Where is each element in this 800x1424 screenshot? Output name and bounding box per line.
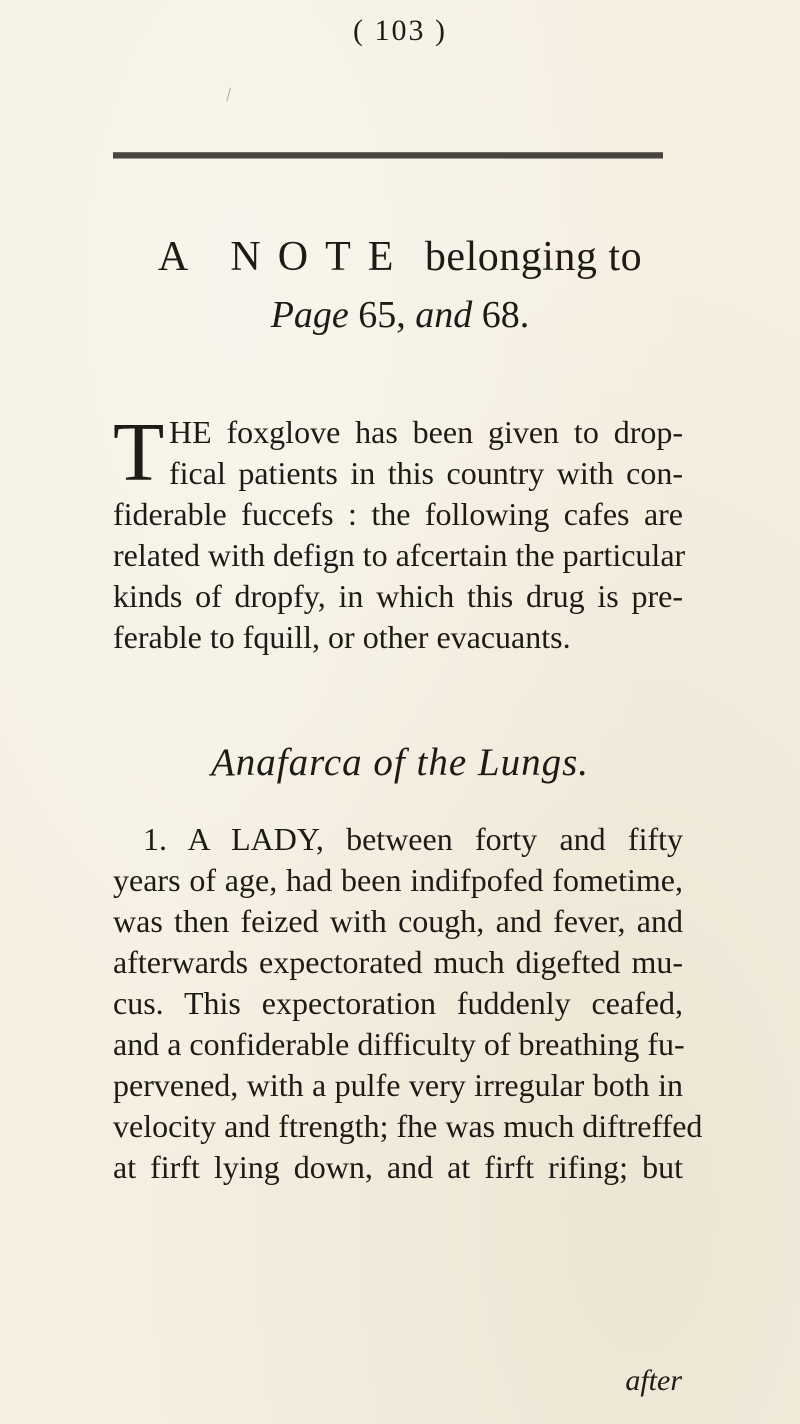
- subheading-second-number: 68.: [481, 294, 530, 336]
- case-line: and a confiderable difficulty of breathing fu-: [113, 1026, 685, 1062]
- subheading-and-word: and: [415, 294, 473, 336]
- case-line: at firft lying down, and at firft rifing; but: [113, 1149, 683, 1185]
- intro-paragraph: [113, 406, 686, 658]
- intro-line: HE foxglove has been given to drop-: [169, 414, 683, 450]
- note-subheading: [0, 293, 800, 337]
- intro-line: kinds of dropfy, in which this drug is pre-: [113, 578, 683, 614]
- case-paragraph: [113, 819, 703, 1188]
- intro-line-last: ferable to fquill, or other evacuants.: [113, 619, 571, 655]
- case-line: was then feized with cough, and fever, and: [113, 903, 683, 939]
- subheading-first-number: 65,: [358, 294, 406, 336]
- subheading-page-word: Page: [270, 294, 349, 336]
- note-heading-caps: A NOTE: [157, 234, 411, 280]
- case-line: pervened, with a pulfe very irregular both in: [113, 1067, 683, 1103]
- catchword: after: [625, 1364, 682, 1397]
- intro-line: fiderable fuccefs : the following cafes are: [113, 496, 683, 532]
- stray-ink-mark: [226, 88, 233, 103]
- intro-line: related with defign to afcertain the particular: [113, 537, 686, 573]
- note-heading: [0, 233, 800, 281]
- case-line: cus. This expectoration fuddenly ceafed,: [113, 985, 683, 1021]
- page-number: ( 103 ): [353, 14, 447, 47]
- note-heading-rest: belonging to: [424, 234, 643, 280]
- case-line: years of age, had been indifpofed fometime,: [113, 862, 683, 898]
- intro-line: fical patients in this country with con-: [169, 455, 683, 491]
- case-line: velocity and ftrength; fhe was much diftreffed: [113, 1108, 703, 1144]
- case-line: afterwards expectorated much digefted mu-: [113, 944, 683, 980]
- section-title: Anafarca of the Lungs.: [210, 741, 590, 784]
- header-rule: [113, 152, 663, 159]
- drop-cap: T: [113, 406, 165, 499]
- case-line: 1. A LADY, between forty and fifty: [143, 821, 683, 857]
